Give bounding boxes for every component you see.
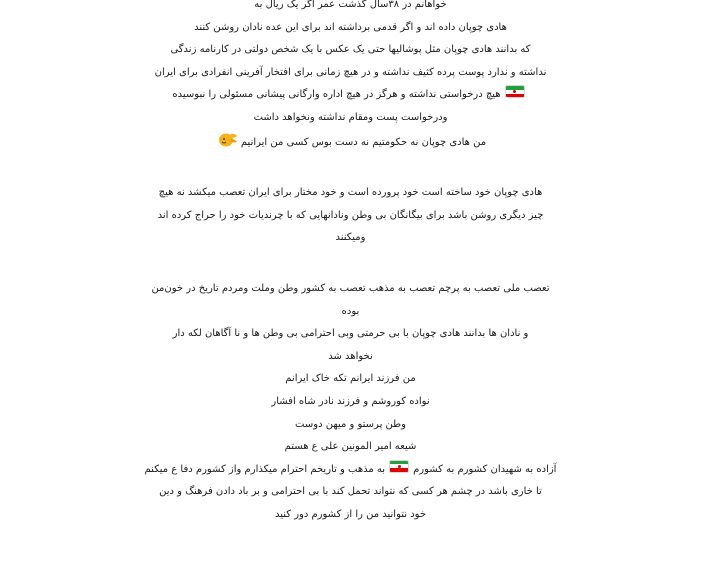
- text-line: خود نتوانید من را از کشورم دور کنید: [274, 508, 427, 520]
- text-line: که بدانند هادی چوپان مثل پوشالیها حتی یک عکس با یک شخص دولتی در کارنامه زندگی: [170, 44, 531, 56]
- text-line-with-emoji: [0, 130, 701, 155]
- text-line: من فرزند ایرانم تکه خاک ایرانم: [285, 373, 416, 385]
- text-line: ودرخواست پست ومقام نداشته ونخواهد داشت: [253, 111, 448, 123]
- text-line: ومیکنند: [335, 232, 366, 244]
- text-line: بوده: [341, 305, 360, 317]
- text-line: تعصب ملی تعصب به پرچم تعصب به مذهب تعصب به کشور وطن وملت ومردم تاریخ در خون‌من: [151, 282, 550, 294]
- text-line: نداشته و ندارد پوست پرده کثیف نداشته و در هیچ زمانی برای افتخار آفرینی انفرادی برای ایران: [154, 66, 547, 78]
- text-segment: به مذهب و تاریخم احترام میکذارم واز کشورم دفا ع میکنم: [144, 463, 386, 475]
- text-line: هادی چوپان خود ساخته است خود پرورده است و خود مختار برای ایران تعصب میکشد نه هیچ: [158, 187, 543, 199]
- text-segment: هیچ درخواستی نداشته و هرگز در هیچ اداره وارگانی پیشانی مسئولی را نبوسیده: [172, 89, 501, 101]
- text-line-with-flag: [0, 84, 701, 107]
- text-line-with-flag: [0, 459, 701, 482]
- iran-flag-icon: [505, 85, 525, 98]
- text-line: تا خاری باشد در چشم هر کسی که نتواند تحمل کند با بی احترامی و بر باد دادن فرهنگ و دین: [159, 486, 542, 498]
- text-line: خواهانم در ۳۸سال گذشت عمر اگر یک ریال به: [254, 0, 447, 10]
- text-line: هادی چوپان داده اند و اگر قدمی برداشته اند برای این عده نادان روشن کنند: [194, 21, 507, 33]
- iran-flag-icon: [389, 460, 409, 473]
- text-segment: من هادی چوپان نه حکومتیم نه دست بوس کسی من ایرانیم: [240, 136, 487, 148]
- text-line: وطن پرستو و میهن دوست: [295, 418, 406, 430]
- text-line: چیز دیگری روشن باشد برای بیگانگان بی وطن ونادانهایی که با چرندیات خود را حراج کرده اند: [157, 209, 544, 221]
- text-line: نخواهد شد: [328, 350, 373, 362]
- text-line: شیعه امیر المونین علی ع هستم: [284, 441, 417, 453]
- text-line: و نادان ها بدانند هادی چوپان با بی حرمتی وبی احترامی بی وطن ها و نا آگاهان لکه دار: [172, 328, 529, 340]
- kiss-hand-emoji-icon: [218, 130, 238, 148]
- text-segment: آزاده به شهیدان کشورم به کشورم: [413, 463, 557, 475]
- text-line: نواده کوروشم و فرزند نادر شاه افشار: [271, 395, 430, 407]
